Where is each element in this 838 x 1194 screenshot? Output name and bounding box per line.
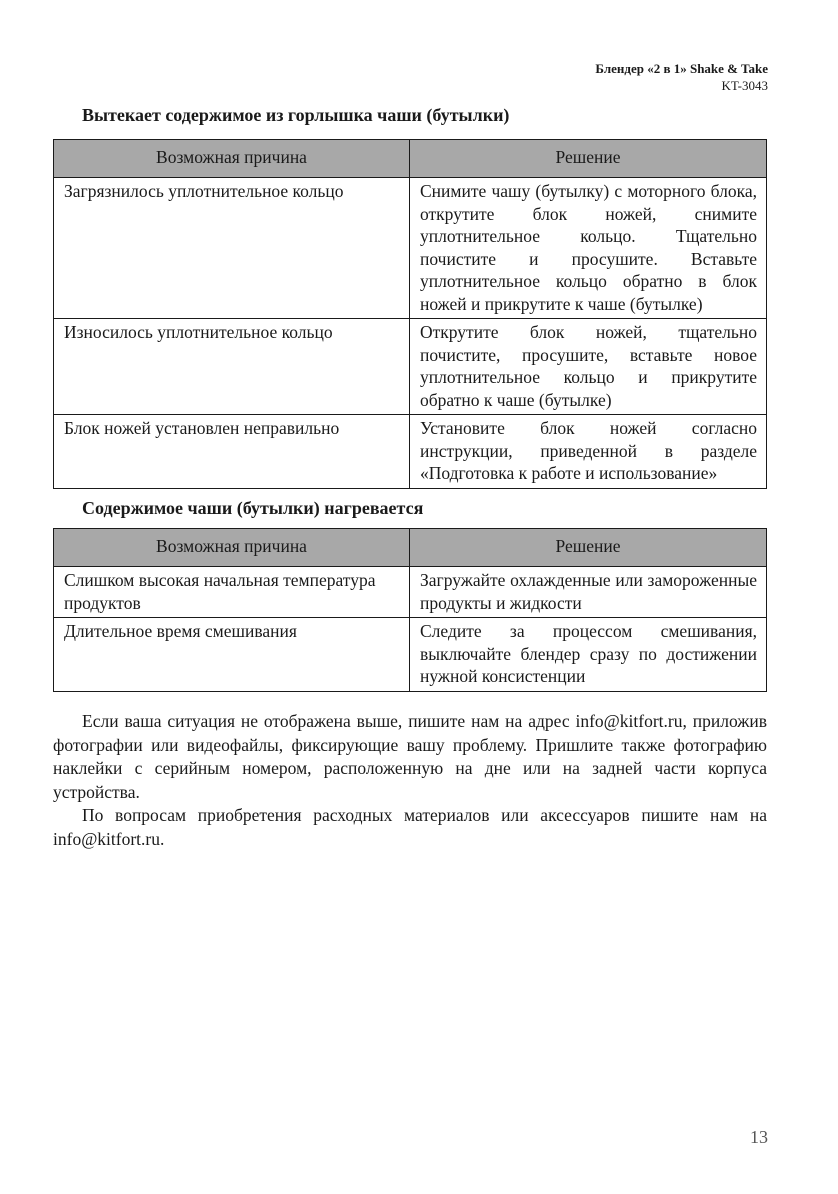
page-number: 13	[750, 1127, 768, 1147]
cause-cell: Слишком высокая начальная температура продуктов	[54, 567, 410, 618]
cause-cell: Блок ножей установлен неправильно	[54, 415, 410, 489]
model-number: KT-3043	[721, 78, 768, 93]
table-row	[54, 618, 767, 692]
accessories-paragraph: По вопросам приобретения расходных материалов или аксессуаров пишите нам на info@kitfort.ru.	[53, 805, 767, 849]
product-name: Блендер «2 в 1» Shake & Take	[595, 61, 768, 76]
table-header-row	[54, 529, 767, 567]
section-title-leak: Вытекает содержимое из горлышка чаши (бутылки)	[82, 105, 510, 125]
cause-cell: Загрязнилось уплотнительное кольцо	[54, 178, 410, 319]
table-row	[54, 319, 767, 415]
table-row	[54, 567, 767, 618]
column-header-cause: Возможная причина	[54, 529, 410, 567]
contact-text	[53, 710, 767, 851]
solution-cell: Открутите блок ножей, тщательно почистите, просушите, вставьте новое уплотнительное кольцо и прикрутите обратно к чаше (бутылке)	[410, 319, 767, 415]
column-header-cause: Возможная причина	[54, 140, 410, 178]
cause-cell: Износилось уплотнительное кольцо	[54, 319, 410, 415]
solution-cell: Установите блок ножей согласно инструкции, приведенной в разделе «Подготовка к работе и использование»	[410, 415, 767, 489]
section-title-heating: Содержимое чаши (бутылки) нагревается	[82, 498, 424, 518]
table-row	[54, 178, 767, 319]
solution-cell: Снимите чашу (бутылку) с моторного блока, открутите блок ножей, снимите уплотнительное кольцо. Тщательно почистите и просушите. Вставьте уплотнительное кольцо обратно в блок ножей и прикрутите к чаше (бутылке)	[410, 178, 767, 319]
column-header-solution: Решение	[410, 140, 767, 178]
column-header-solution: Решение	[410, 529, 767, 567]
troubleshooting-table-leak	[53, 139, 767, 489]
cause-cell: Длительное время смешивания	[54, 618, 410, 692]
contact-paragraph: Если ваша ситуация не отображена выше, пишите нам на адрес info@kitfort.ru, приложив фотографии или видеофайлы, фиксирующие вашу проблему. Пришлите также фотографию наклейки с серийным номером, расположенную на дне или на задней части корпуса устройства.	[53, 711, 767, 802]
troubleshooting-table-heating	[53, 528, 767, 692]
solution-cell: Загружайте охлажденные или замороженные продукты и жидкости	[410, 567, 767, 618]
table-header-row	[54, 140, 767, 178]
page-header	[595, 60, 768, 94]
solution-cell: Следите за процессом смешивания, выключайте блендер сразу по достижении нужной консистенции	[410, 618, 767, 692]
table-row	[54, 415, 767, 489]
